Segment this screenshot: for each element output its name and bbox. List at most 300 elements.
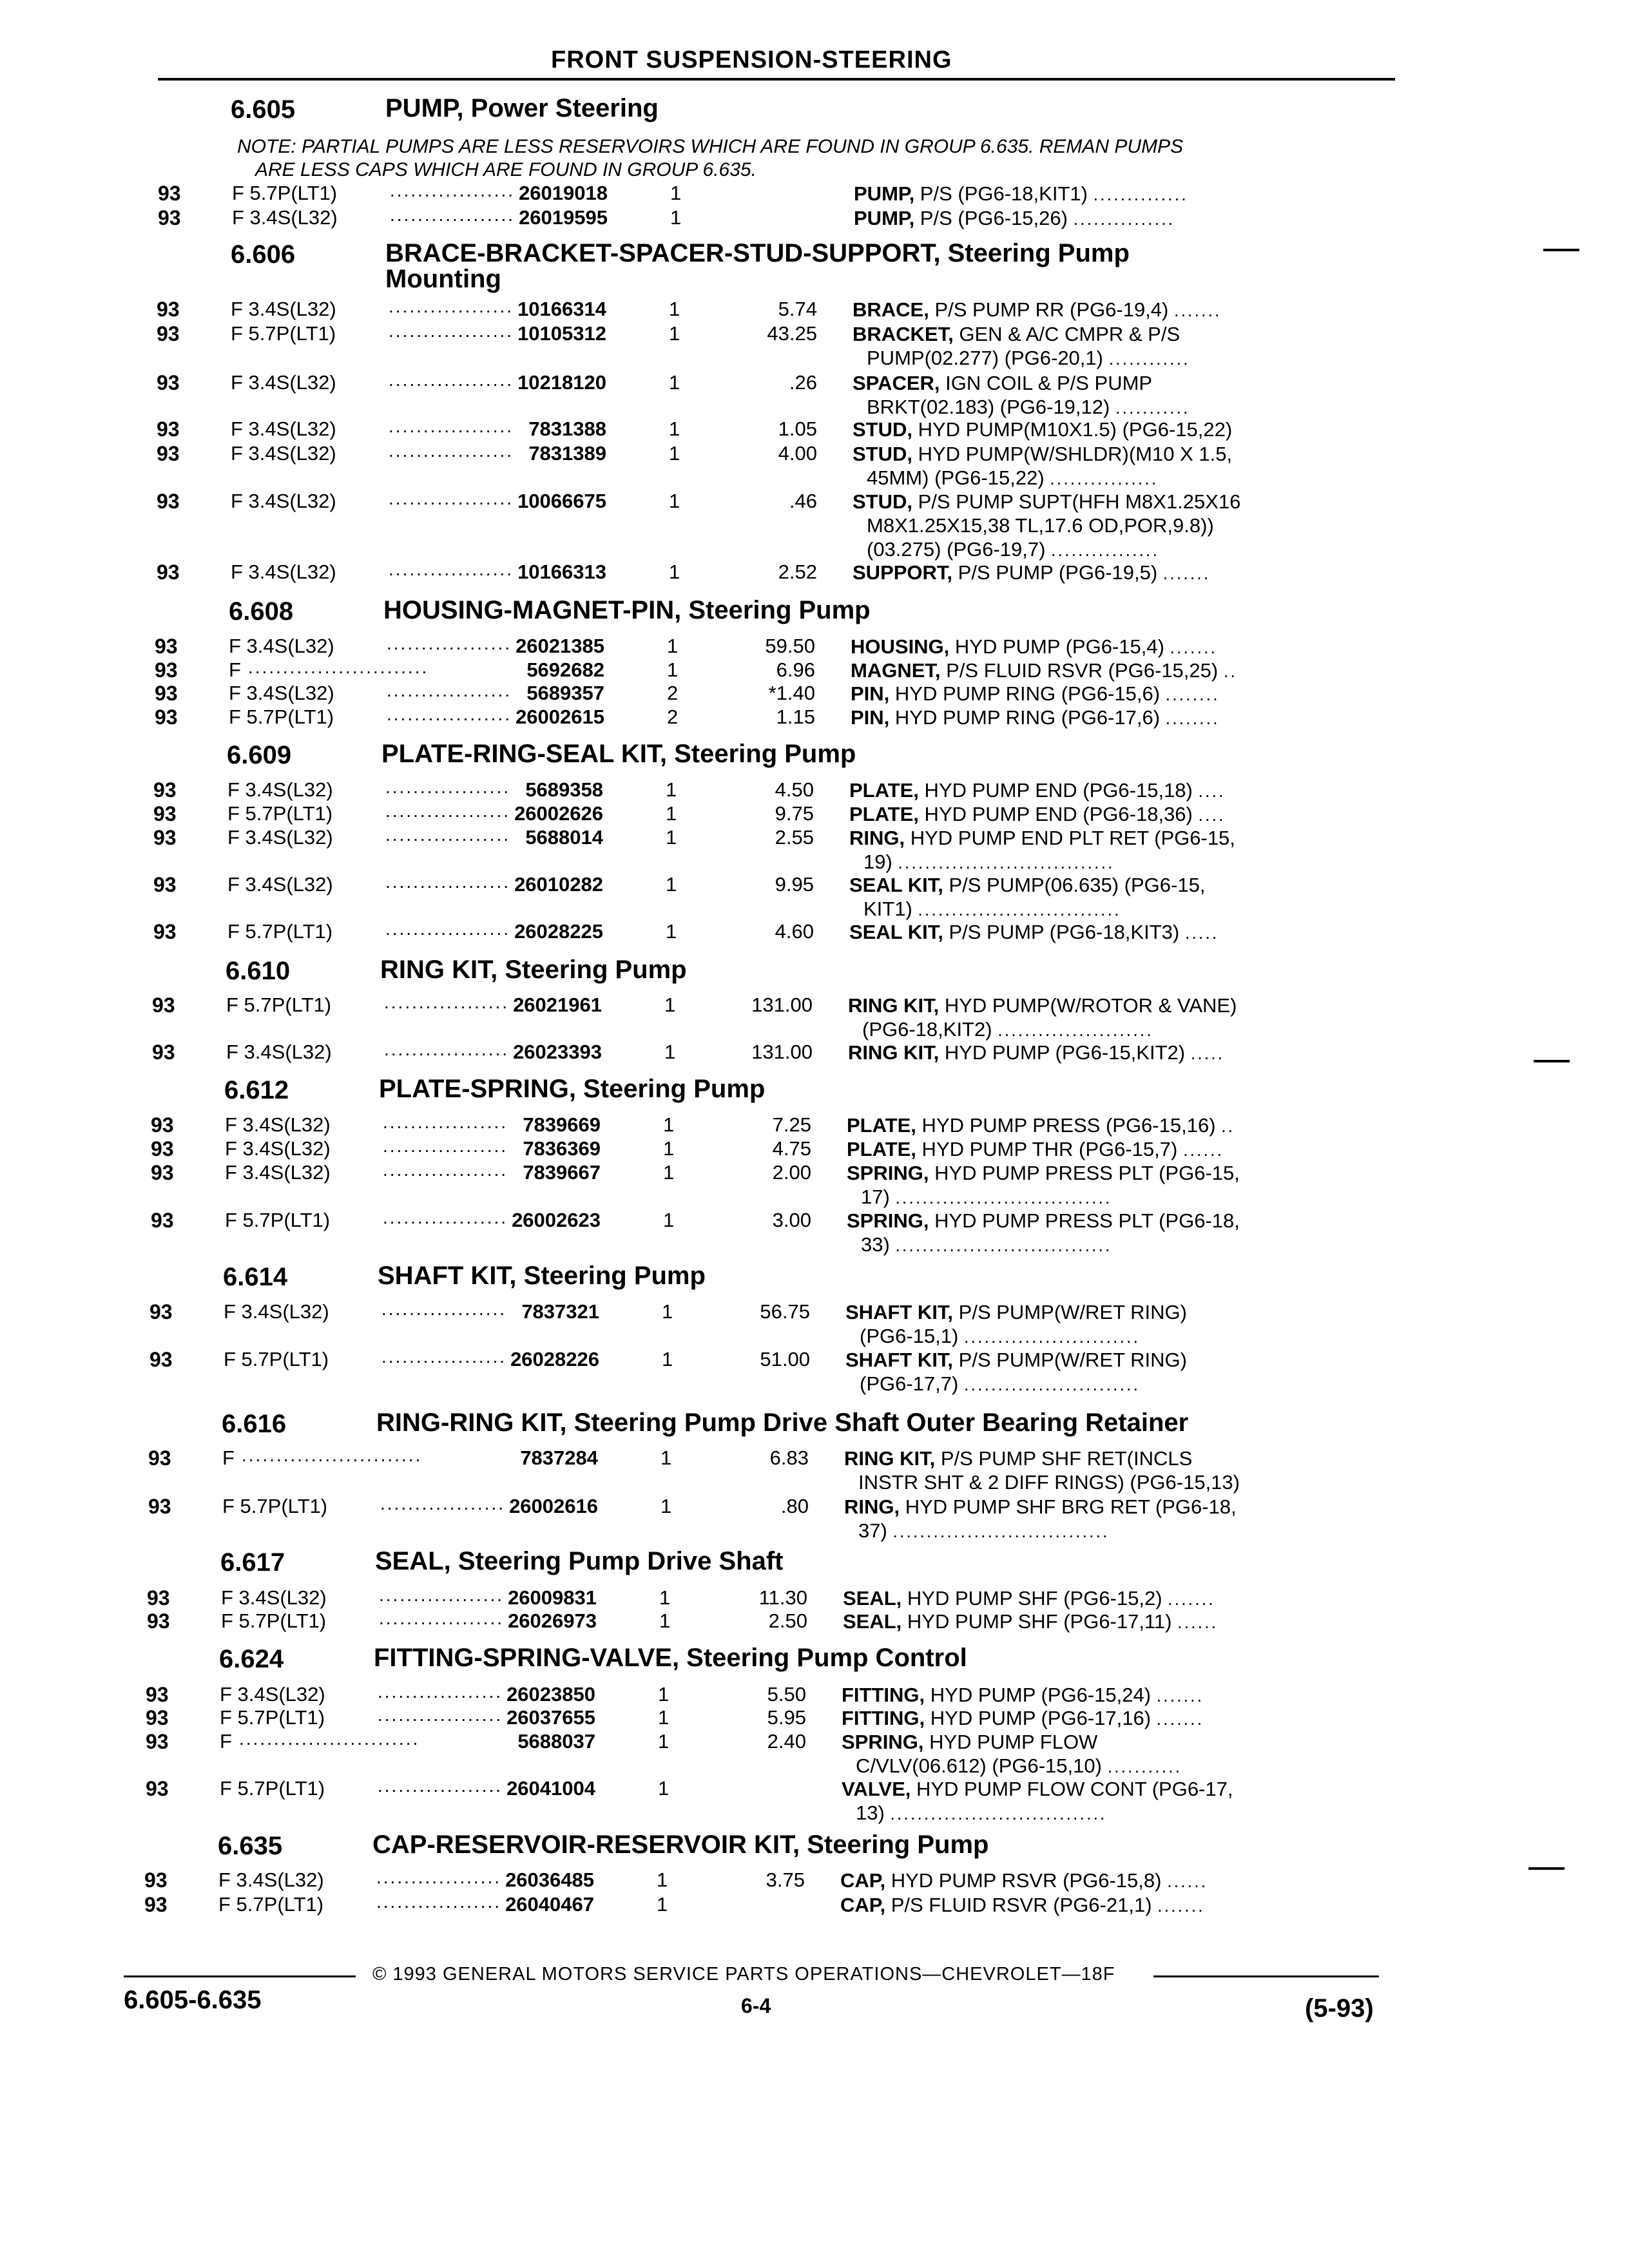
group-number: 6.616 bbox=[222, 1410, 287, 1438]
model-year: 93 bbox=[157, 442, 180, 465]
model-year: 93 bbox=[155, 658, 178, 682]
description-lead: RING KIT, bbox=[848, 1041, 940, 1064]
leader-dots: .................. bbox=[385, 872, 511, 892]
part-number: 7837321 bbox=[521, 1300, 599, 1323]
group-number: 6.617 bbox=[220, 1548, 285, 1577]
quantity: 1 bbox=[662, 1300, 673, 1323]
part-description bbox=[853, 442, 1232, 491]
leader-dots: ................................ bbox=[895, 1236, 1112, 1255]
engine-code: F 5.7P(LT1) bbox=[227, 802, 333, 825]
part-number: 26040467 bbox=[505, 1893, 594, 1916]
quantity: 1 bbox=[664, 1041, 676, 1063]
description-lead: RING, bbox=[849, 827, 905, 849]
page-number: 6-4 bbox=[741, 1994, 771, 2017]
leader-dots: .................. bbox=[378, 1682, 503, 1702]
description-lead: PIN, bbox=[851, 706, 890, 729]
leader-dots: .................. bbox=[383, 1112, 508, 1132]
description-line bbox=[847, 1137, 1224, 1162]
description-line bbox=[854, 182, 1188, 207]
description-text: HYD PUMP (PG6-15,4) bbox=[949, 635, 1170, 658]
engine-code: F 3.4S(L32) bbox=[227, 873, 333, 896]
description-lead: RING, bbox=[844, 1495, 900, 1518]
part-number: 26019595 bbox=[519, 206, 608, 229]
description-line bbox=[849, 897, 1205, 922]
leader-dots: .................. bbox=[387, 633, 512, 653]
leader-dots: .................. bbox=[379, 1585, 505, 1605]
leader-dots: .................. bbox=[381, 1347, 507, 1367]
part-description bbox=[844, 1446, 1240, 1494]
description-line bbox=[844, 1519, 1237, 1544]
group-title-line: PLATE-RING-SEAL KIT, Steering Pump bbox=[381, 740, 856, 768]
model-year: 93 bbox=[149, 1300, 173, 1323]
leader-dots: ........... bbox=[1115, 398, 1190, 418]
description-text: P/S PUMP(W/RET RING) bbox=[953, 1301, 1187, 1323]
description-line bbox=[847, 1161, 1240, 1185]
part-number: 26028225 bbox=[514, 920, 603, 943]
description-lead: CAP, bbox=[840, 1894, 886, 1916]
description-text: HYD PUMP FLOW CONT (PG6-17, bbox=[911, 1778, 1233, 1800]
leader-dots: .................. bbox=[390, 180, 516, 200]
part-description bbox=[849, 826, 1235, 875]
model-year: 93 bbox=[148, 1446, 171, 1470]
description-text: (PG6-18,KIT2) bbox=[862, 1018, 998, 1041]
part-description bbox=[843, 1610, 1218, 1635]
leader-dots: .................. bbox=[376, 1867, 502, 1887]
description-lead: STUD, bbox=[853, 418, 912, 441]
description-text: HYD PUMP END (PG6-18,36) bbox=[918, 803, 1199, 825]
part-description bbox=[853, 418, 1232, 441]
leader-dots: .. bbox=[1221, 1117, 1235, 1136]
description-text: HYD PUMP PRESS PLT (PG6-15, bbox=[929, 1162, 1240, 1184]
description-line bbox=[849, 802, 1226, 827]
quantity: 1 bbox=[662, 1348, 673, 1370]
description-lead: SHAFT KIT, bbox=[845, 1301, 954, 1323]
description-text: (PG6-17,7) bbox=[860, 1372, 964, 1395]
quantity: 1 bbox=[663, 1113, 675, 1136]
quantity: 1 bbox=[663, 1137, 675, 1160]
group-title bbox=[375, 1548, 783, 1574]
part-number: 5688014 bbox=[525, 826, 603, 849]
quantity: 1 bbox=[669, 371, 680, 394]
description-lead: BRACE, bbox=[853, 298, 929, 321]
group-note-line: ARE LESS CAPS WHICH ARE FOUND IN GROUP 6.635. bbox=[255, 159, 757, 180]
part-number: 7831388 bbox=[528, 418, 606, 440]
part-number: 26037655 bbox=[506, 1706, 595, 1729]
engine-code: F 3.4S(L32) bbox=[226, 1041, 332, 1063]
model-year: 93 bbox=[157, 418, 180, 441]
leader-dots: .......................... bbox=[963, 1327, 1140, 1347]
description-line bbox=[848, 1017, 1237, 1043]
leader-dots: .......................... bbox=[242, 1445, 423, 1465]
description-text: P/S PUMP(W/RET RING) bbox=[953, 1349, 1187, 1371]
engine-code: F 3.4S(L32) bbox=[231, 442, 336, 465]
leader-dots: .................. bbox=[387, 680, 512, 700]
engine-code: F 5.7P(LT1) bbox=[226, 994, 332, 1016]
price: 4.50 bbox=[775, 778, 814, 801]
description-line bbox=[853, 466, 1232, 491]
description-text: BRKT(02.183) (PG6-19,12) bbox=[867, 396, 1115, 418]
engine-code: F 3.4S(L32) bbox=[225, 1137, 331, 1160]
engine-code: F 3.4S(L32) bbox=[220, 1683, 325, 1706]
engine-code: F 5.7P(LT1) bbox=[222, 1495, 328, 1517]
part-description bbox=[851, 682, 1220, 707]
part-description bbox=[849, 778, 1226, 803]
description-text: P/S FLUID RSVR (PG6-21,1) bbox=[885, 1894, 1158, 1916]
description-text: HYD PUMP SHF BRG RET (PG6-18, bbox=[900, 1495, 1237, 1518]
group-title bbox=[378, 1263, 706, 1289]
date-code: (5-93) bbox=[1305, 1994, 1374, 2023]
part-number: 10066675 bbox=[517, 490, 606, 512]
leader-dots: ............ bbox=[1108, 349, 1190, 369]
model-year: 93 bbox=[146, 1683, 169, 1706]
price: 5.74 bbox=[778, 298, 817, 320]
part-description bbox=[842, 1706, 1204, 1731]
description-text: HYD PUMP RSVR (PG6-15,8) bbox=[885, 1869, 1168, 1892]
engine-code: F 3.4S(L32) bbox=[231, 418, 336, 440]
part-description bbox=[853, 322, 1190, 371]
quantity: 1 bbox=[658, 1730, 670, 1753]
model-year: 93 bbox=[152, 1041, 175, 1064]
model-year: 93 bbox=[157, 322, 180, 345]
leader-dots: .............................. bbox=[918, 900, 1121, 919]
quantity: 1 bbox=[669, 561, 680, 583]
price: 5.50 bbox=[767, 1683, 806, 1706]
description-lead: PIN, bbox=[851, 682, 890, 705]
description-lead: SEAL KIT, bbox=[849, 874, 943, 896]
description-line bbox=[851, 635, 1217, 660]
part-number: 5692682 bbox=[526, 658, 604, 681]
engine-code: F 3.4S(L32) bbox=[231, 490, 336, 512]
description-lead: SPACER, bbox=[853, 372, 940, 394]
engine-code: F 5.7P(LT1) bbox=[225, 1209, 331, 1231]
price: 2.55 bbox=[775, 826, 814, 849]
description-line bbox=[853, 322, 1190, 346]
leader-dots: .................. bbox=[383, 1136, 508, 1156]
description-line bbox=[845, 1324, 1187, 1349]
group-number: 6.614 bbox=[223, 1263, 288, 1291]
part-number: 7839669 bbox=[523, 1113, 601, 1136]
description-line bbox=[849, 873, 1205, 897]
description-text: HYD PUMP PRESS (PG6-15,16) bbox=[916, 1114, 1222, 1137]
part-description bbox=[842, 1683, 1204, 1708]
leader-dots: ....... bbox=[1170, 638, 1218, 657]
engine-code: F 5.7P(LT1) bbox=[232, 182, 338, 204]
description-lead: STUD, bbox=[853, 443, 912, 465]
leader-dots: ...... bbox=[1182, 1140, 1224, 1160]
description-line bbox=[849, 778, 1226, 803]
description-line bbox=[840, 1869, 1208, 1894]
model-year: 93 bbox=[153, 920, 177, 943]
price: 3.75 bbox=[766, 1869, 805, 1891]
leader-dots: ....... bbox=[1162, 564, 1211, 583]
leader-dots: ...... bbox=[1177, 1613, 1219, 1632]
quantity: 2 bbox=[667, 706, 679, 728]
description-text: 45MM) (PG6-15,22) bbox=[867, 466, 1050, 489]
part-description bbox=[847, 1113, 1235, 1139]
engine-code: F bbox=[222, 1446, 235, 1469]
engine-code: F 3.4S(L32) bbox=[229, 682, 334, 704]
description-text: HYD PUMP (PG6-15,KIT2) bbox=[939, 1041, 1191, 1064]
description-text: HYD PUMP PRESS PLT (PG6-18, bbox=[929, 1209, 1240, 1232]
description-lead: RING KIT, bbox=[848, 994, 940, 1017]
description-text: M8X1.25X15,38 TL,17.6 OD,POR,9.8)) bbox=[867, 514, 1214, 537]
part-number: 7839667 bbox=[523, 1161, 601, 1184]
description-line bbox=[853, 490, 1240, 514]
engine-code: F bbox=[220, 1730, 232, 1753]
part-number: 5688037 bbox=[517, 1730, 595, 1753]
quantity: 1 bbox=[666, 873, 677, 896]
group-title bbox=[385, 240, 1130, 292]
group-title-line: SEAL, Steering Pump Drive Shaft bbox=[375, 1547, 784, 1575]
description-text: PUMP(02.277) (PG6-20,1) bbox=[867, 347, 1109, 369]
description-text: HYD PUMP SHF (PG6-17,11) bbox=[901, 1610, 1178, 1633]
description-lead: SEAL KIT, bbox=[849, 921, 943, 943]
group-title-line: RING-RING KIT, Steering Pump Drive Shaft Outer Bearing Retainer bbox=[376, 1408, 1189, 1437]
part-description bbox=[847, 1137, 1224, 1162]
group-number: 6.612 bbox=[224, 1076, 289, 1104]
description-lead: PLATE, bbox=[847, 1114, 916, 1137]
leader-dots: .................. bbox=[384, 1039, 510, 1059]
group-title bbox=[383, 597, 871, 623]
leader-dots: .................. bbox=[385, 919, 511, 939]
model-year: 93 bbox=[151, 1209, 174, 1232]
description-text: P/S PUMP(06.635) (PG6-15, bbox=[943, 874, 1206, 896]
price: 3.00 bbox=[772, 1209, 811, 1231]
model-year: 93 bbox=[149, 1348, 173, 1371]
description-text: KIT1) bbox=[863, 898, 918, 920]
price: 2.40 bbox=[767, 1730, 806, 1753]
part-description bbox=[854, 182, 1188, 207]
part-number: 26002623 bbox=[512, 1209, 601, 1231]
part-description bbox=[844, 1495, 1237, 1544]
leader-dots: .............. bbox=[1093, 185, 1188, 204]
group-title-line: HOUSING-MAGNET-PIN, Steering Pump bbox=[383, 596, 871, 624]
quantity: 1 bbox=[657, 1893, 668, 1916]
engine-code: F 5.7P(LT1) bbox=[229, 706, 334, 728]
description-line bbox=[849, 826, 1235, 850]
quantity: 1 bbox=[664, 994, 676, 1016]
model-year: 93 bbox=[147, 1586, 170, 1610]
engine-code: F 5.7P(LT1) bbox=[218, 1893, 324, 1916]
leader-dots: ....... bbox=[1156, 1686, 1204, 1706]
description-line bbox=[842, 1754, 1182, 1779]
group-title-line: Mounting bbox=[385, 265, 501, 293]
leader-dots: ....... bbox=[1174, 301, 1222, 320]
description-text: P/S PUMP RR (PG6-19,4) bbox=[929, 298, 1174, 321]
leader-dots: .................. bbox=[389, 559, 514, 579]
quantity: 1 bbox=[666, 802, 677, 825]
part-number: 26023850 bbox=[506, 1683, 595, 1706]
quantity: 1 bbox=[657, 1869, 668, 1891]
description-text: HYD PUMP SHF (PG6-15,2) bbox=[901, 1587, 1168, 1610]
part-description bbox=[847, 1161, 1240, 1210]
quantity: 1 bbox=[667, 635, 679, 657]
description-text: HYD PUMP RING (PG6-17,6) bbox=[889, 706, 1166, 729]
leader-dots: ....... bbox=[1168, 1590, 1215, 1609]
part-description bbox=[849, 873, 1205, 922]
group-number: 6.624 bbox=[219, 1645, 284, 1673]
description-lead: SPRING, bbox=[847, 1209, 929, 1232]
description-lead: FITTING, bbox=[842, 1684, 925, 1706]
model-year: 93 bbox=[157, 490, 180, 513]
description-text: 37) bbox=[858, 1519, 893, 1542]
quantity: 1 bbox=[666, 778, 677, 801]
description-line bbox=[854, 206, 1175, 231]
description-text: P/S PUMP SUPT(HFH M8X1.25X16 bbox=[912, 490, 1241, 513]
leader-dots: ..... bbox=[1190, 1044, 1225, 1063]
engine-code: F 3.4S(L32) bbox=[231, 561, 336, 583]
leader-dots: ........... bbox=[1107, 1757, 1182, 1776]
description-line bbox=[842, 1730, 1182, 1754]
group-title bbox=[381, 741, 856, 767]
leader-dots: .................. bbox=[389, 370, 514, 390]
quantity: 1 bbox=[658, 1777, 670, 1800]
leader-dots: ....................... bbox=[998, 1021, 1153, 1040]
group-range: 6.605-6.635 bbox=[124, 1986, 262, 2014]
leader-dots: .................. bbox=[389, 296, 514, 316]
description-line bbox=[853, 346, 1190, 371]
quantity: 2 bbox=[667, 682, 679, 704]
leader-dots: .................. bbox=[381, 1299, 507, 1319]
price: 1.05 bbox=[778, 418, 817, 440]
part-description bbox=[851, 658, 1237, 684]
price: 6.96 bbox=[776, 658, 815, 681]
group-title-line: PUMP, Power Steering bbox=[385, 94, 659, 122]
part-number: 26002615 bbox=[516, 706, 604, 728]
price: 4.60 bbox=[775, 920, 814, 943]
part-number: 10105312 bbox=[517, 322, 606, 345]
description-text: 33) bbox=[861, 1233, 896, 1256]
description-line bbox=[848, 994, 1237, 1017]
leader-dots: ....... bbox=[1157, 1896, 1205, 1916]
description-text: HYD PUMP(W/ROTOR & VANE) bbox=[939, 994, 1237, 1017]
leader-dots: .... bbox=[1198, 805, 1226, 825]
leader-dots: ............... bbox=[1073, 209, 1175, 229]
description-line bbox=[847, 1209, 1240, 1233]
part-number: 26010282 bbox=[514, 873, 603, 896]
quantity: 1 bbox=[670, 182, 682, 204]
leader-dots: .................. bbox=[378, 1705, 503, 1725]
price: 59.50 bbox=[765, 635, 815, 657]
description-lead: SUPPORT, bbox=[853, 561, 953, 584]
price: .80 bbox=[780, 1495, 809, 1517]
description-lead: HOUSING, bbox=[851, 635, 950, 658]
leader-dots: .................. bbox=[376, 1892, 502, 1912]
engine-code: F 3.4S(L32) bbox=[227, 778, 333, 801]
part-number: 10166314 bbox=[517, 298, 606, 320]
quantity: 1 bbox=[669, 490, 680, 512]
engine-code: F bbox=[229, 658, 241, 681]
price: 2.52 bbox=[778, 561, 817, 583]
description-line bbox=[849, 920, 1219, 945]
description-line bbox=[845, 1300, 1187, 1324]
quantity: 1 bbox=[663, 1161, 675, 1184]
description-line bbox=[853, 298, 1222, 323]
engine-code: F 5.7P(LT1) bbox=[224, 1348, 329, 1370]
leader-dots: ................................ bbox=[892, 1522, 1110, 1541]
group-title bbox=[385, 95, 659, 121]
group-title bbox=[380, 957, 687, 983]
leader-dots: .......................... bbox=[239, 1729, 420, 1749]
quantity: 1 bbox=[659, 1586, 671, 1609]
model-year: 93 bbox=[153, 826, 177, 849]
engine-code: F 3.4S(L32) bbox=[218, 1869, 324, 1891]
model-year: 93 bbox=[153, 802, 177, 825]
description-line bbox=[851, 682, 1220, 707]
description-text: HYD PUMP END (PG6-15,18) bbox=[918, 779, 1199, 802]
part-description bbox=[853, 490, 1240, 562]
model-year: 93 bbox=[155, 635, 178, 658]
part-description bbox=[843, 1586, 1215, 1611]
description-line bbox=[844, 1495, 1237, 1519]
model-year: 93 bbox=[146, 1706, 169, 1729]
leader-dots: ................ bbox=[1051, 541, 1160, 560]
part-number: 26019018 bbox=[519, 182, 608, 204]
part-description bbox=[849, 802, 1226, 827]
quantity: 1 bbox=[659, 1610, 671, 1632]
description-lead: PLATE, bbox=[849, 779, 919, 802]
leader-dots: .................. bbox=[380, 1494, 506, 1514]
leader-dots: .................. bbox=[385, 825, 511, 845]
quantity: 1 bbox=[669, 442, 680, 465]
model-year: 93 bbox=[144, 1893, 168, 1916]
description-line bbox=[849, 850, 1235, 875]
engine-code: F 3.4S(L32) bbox=[221, 1586, 327, 1609]
leader-dots: .................. bbox=[378, 1776, 503, 1796]
leader-dots: .................. bbox=[385, 777, 511, 797]
engine-code: F 3.4S(L32) bbox=[231, 371, 336, 394]
group-title bbox=[374, 1645, 967, 1671]
description-line bbox=[848, 1041, 1224, 1066]
price: 1.15 bbox=[776, 706, 815, 728]
price: 7.25 bbox=[772, 1113, 811, 1136]
model-year: 93 bbox=[152, 994, 175, 1017]
leader-dots: .......................... bbox=[963, 1375, 1140, 1394]
description-line bbox=[847, 1185, 1240, 1210]
description-line bbox=[853, 395, 1190, 420]
quantity: 1 bbox=[669, 322, 680, 345]
price: 51.00 bbox=[760, 1348, 810, 1370]
leader-dots: .................. bbox=[389, 416, 514, 436]
model-year: 93 bbox=[157, 371, 180, 394]
description-text: (PG6-15,1) bbox=[860, 1325, 964, 1347]
description-line bbox=[842, 1777, 1233, 1801]
group-number: 6.610 bbox=[226, 957, 291, 985]
margin-tick bbox=[1528, 1867, 1565, 1870]
quantity: 1 bbox=[670, 206, 682, 229]
model-year: 93 bbox=[151, 1113, 174, 1137]
model-year: 93 bbox=[153, 778, 177, 802]
price: 9.95 bbox=[775, 873, 814, 896]
engine-code: F 5.7P(LT1) bbox=[231, 322, 336, 345]
price: 6.83 bbox=[769, 1446, 809, 1469]
model-year: 93 bbox=[157, 561, 180, 584]
description-lead: FITTING, bbox=[842, 1707, 925, 1729]
price: 9.75 bbox=[775, 802, 814, 825]
part-number: 26002616 bbox=[509, 1495, 598, 1517]
description-lead: SPRING, bbox=[847, 1162, 929, 1184]
part-number: 7831389 bbox=[528, 442, 606, 465]
description-text: P/S PUMP (PG6-19,5) bbox=[952, 561, 1163, 584]
description-line bbox=[853, 561, 1210, 586]
part-description bbox=[845, 1300, 1187, 1349]
engine-code: F 3.4S(L32) bbox=[231, 298, 336, 320]
description-line bbox=[842, 1706, 1204, 1731]
group-number: 6.635 bbox=[218, 1832, 283, 1860]
description-lead: SEAL, bbox=[843, 1610, 902, 1633]
leader-dots: .......................... bbox=[248, 657, 429, 677]
description-lead: PLATE, bbox=[847, 1138, 916, 1160]
